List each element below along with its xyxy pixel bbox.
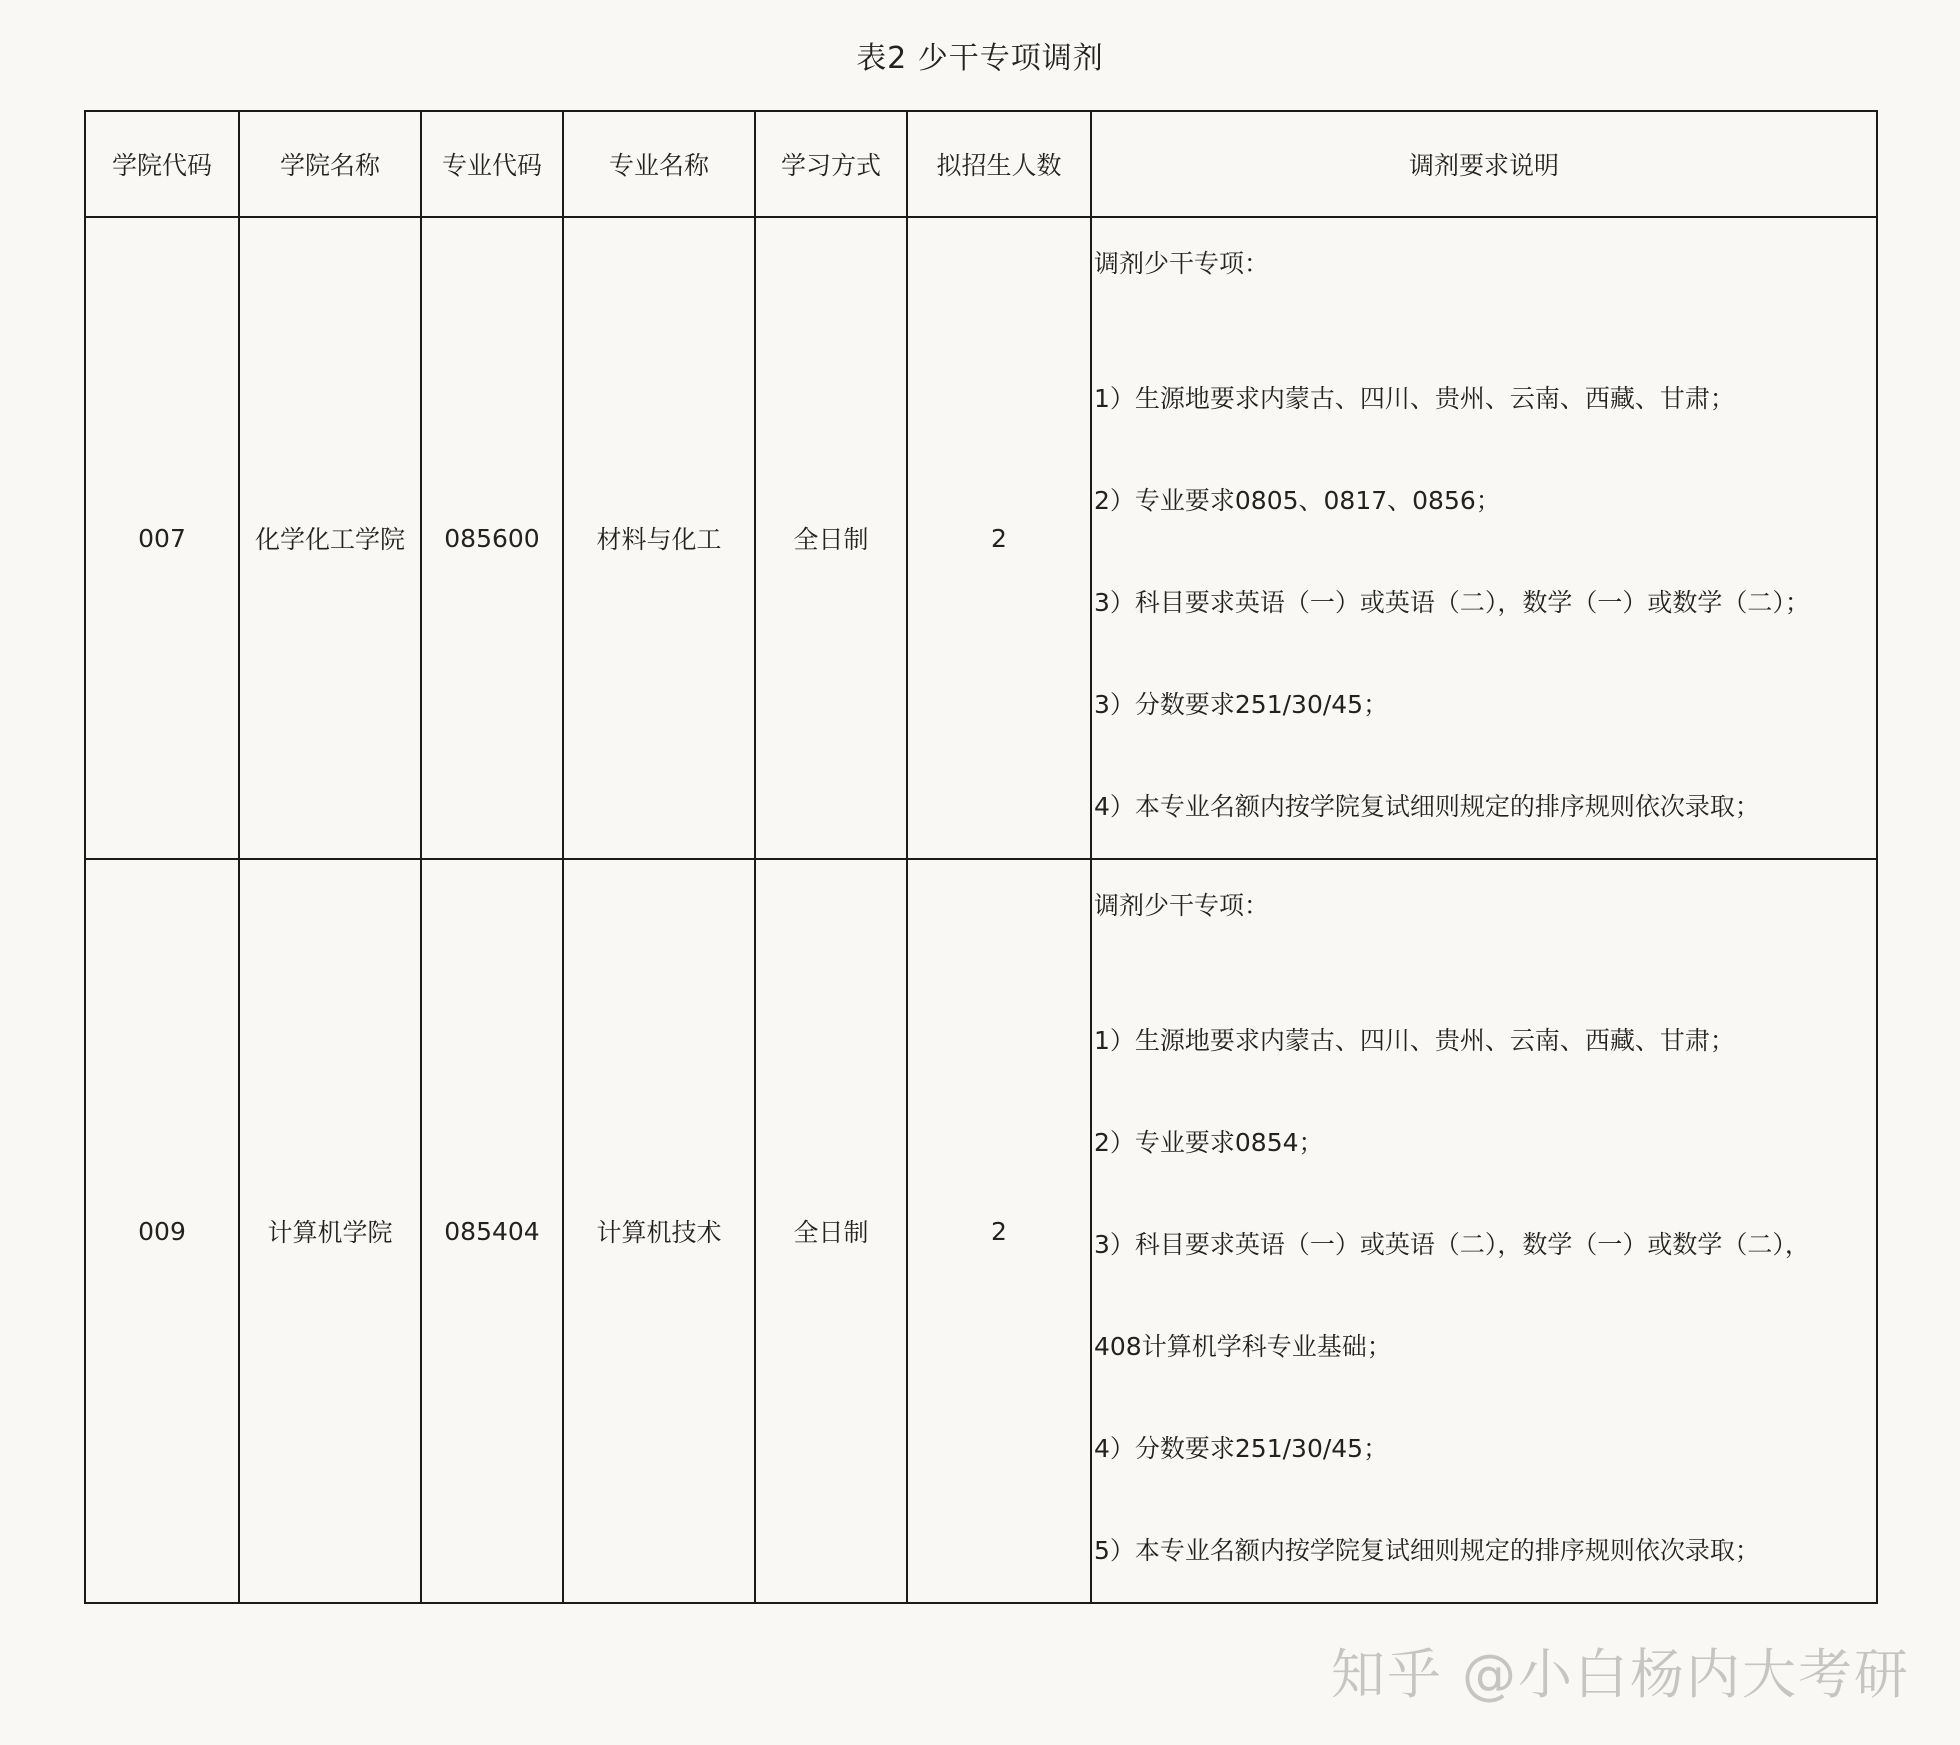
requirement-line: 3）分数要求251/30/45； (1094, 690, 1389, 719)
watermark: 知乎 @小白杨内大考研 (1330, 1643, 1910, 1706)
adjustment-table (84, 110, 1878, 1604)
header-requirements: 调剂要求说明 (1091, 111, 1877, 217)
cell-study-mode: 全日制 (755, 859, 907, 1603)
cell-study-mode: 全日制 (755, 217, 907, 859)
cell-major-code: 085600 (421, 217, 563, 859)
requirement-line: 1）生源地要求内蒙古、四川、贵州、云南、西藏、甘肃； (1094, 384, 1735, 413)
cell-enrollment: 2 (907, 859, 1091, 1603)
requirement-line: 4）分数要求251/30/45； (1094, 1434, 1389, 1463)
table-row (85, 217, 1877, 859)
requirement-line: 调剂少干专项： (1094, 249, 1270, 278)
requirement-line: 4）本专业名额内按学院复试细则规定的排序规则依次录取； (1094, 792, 1760, 821)
cell-college-code: 007 (85, 217, 239, 859)
header-college-code: 学院代码 (85, 111, 239, 217)
header-study-mode: 学习方式 (755, 111, 907, 217)
requirement-line: 调剂少干专项： (1094, 891, 1270, 920)
header-major-code: 专业代码 (421, 111, 563, 217)
cell-requirements (1091, 217, 1877, 859)
cell-major-name: 材料与化工 (563, 217, 755, 859)
cell-college-name: 计算机学院 (239, 859, 421, 1603)
cell-college-name: 化学化工学院 (239, 217, 421, 859)
requirement-line: 5）本专业名额内按学院复试细则规定的排序规则依次录取； (1094, 1536, 1760, 1565)
cell-major-code: 085404 (421, 859, 563, 1603)
requirement-line: 2）专业要求0854； (1094, 1128, 1324, 1157)
requirement-line: 408计算机学科专业基础； (1094, 1332, 1392, 1361)
page-title: 表2 少干专项调剂 (856, 41, 1104, 76)
header-enrollment: 拟招生人数 (907, 111, 1091, 217)
table-row (85, 859, 1877, 1603)
requirement-line: 3）科目要求英语（一）或英语（二），数学（一）或数学（二）， (1094, 1230, 1810, 1259)
header-college-name: 学院名称 (239, 111, 421, 217)
requirement-line: 2）专业要求0805、0817、0856； (1094, 486, 1501, 515)
cell-college-code: 009 (85, 859, 239, 1603)
cell-enrollment: 2 (907, 217, 1091, 859)
cell-major-name: 计算机技术 (563, 859, 755, 1603)
header-major-name: 专业名称 (563, 111, 755, 217)
table-header-row (85, 111, 1877, 217)
cell-requirements (1091, 859, 1877, 1603)
requirement-line: 3）科目要求英语（一）或英语（二），数学（一）或数学（二）； (1094, 588, 1810, 617)
requirement-line: 1）生源地要求内蒙古、四川、贵州、云南、西藏、甘肃； (1094, 1026, 1735, 1055)
